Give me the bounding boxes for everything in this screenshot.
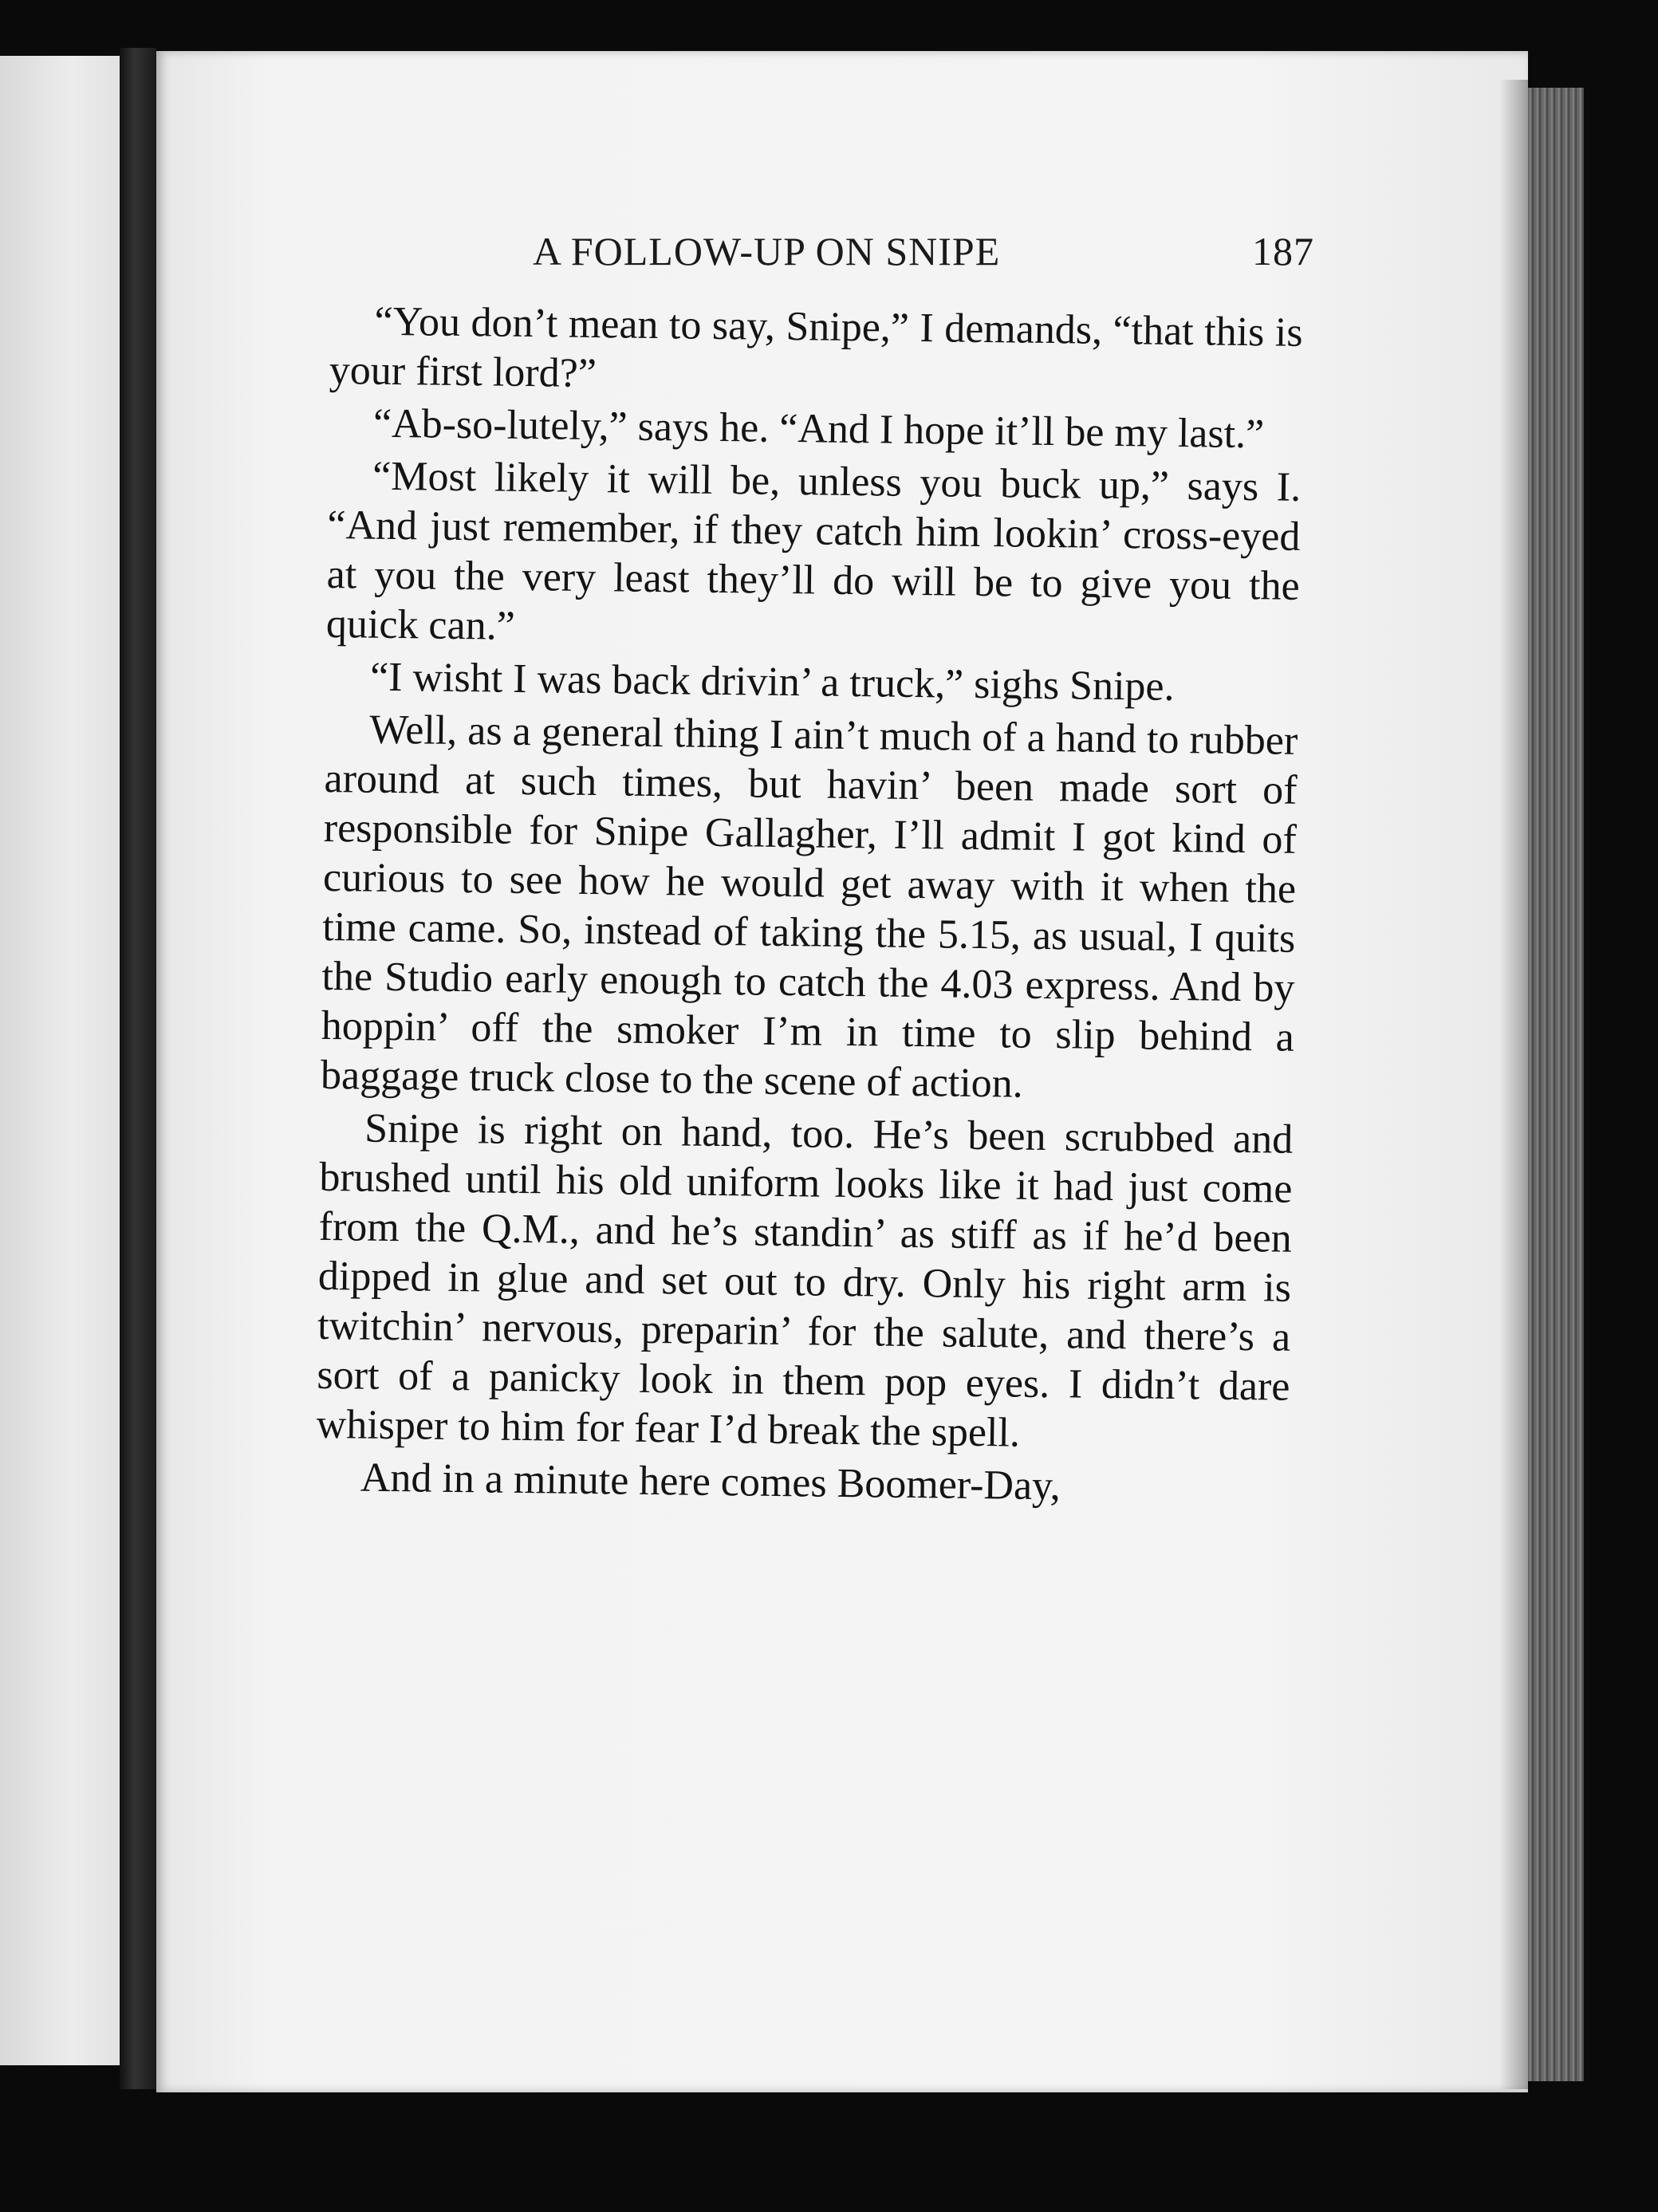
- running-head-title: A FOLLOW-UP ON SNIPE: [533, 229, 1001, 274]
- page-stack-edges: [1528, 88, 1584, 2081]
- paragraph: “I wisht I was back drivin’ a truck,” sighs Snipe.: [369, 654, 1175, 710]
- paragraph: Snipe is right on hand, too. He’s been scrubbed and brushed until his old uniform looks like it had just come from the Q.M., and he’s standin’ as stiff as if he’d been dipped in glue and set out to dry. Only his right arm is twitchin’ nervous, preparin’ for the salute, and there’s a sort of a panicky look in them pop eyes. I didn’t dare whisper to him for fear I’d break the spell.: [316, 1105, 1294, 1456]
- paragraph: Well, as a general thing I ain’t much of a hand to rubber around at such times, but havin’ been made sort of responsible for Snipe Gallagher, I’ll admit I got kind of curious to see how he would get away with it when the time came. So, instead of taking the 5.15, as usual, I quits the Studio early enough to catch the 4.03 express. And by hoppin’ off the smoker I’m in time to slip behind a baggage truck close to the scene of action.: [320, 707, 1298, 1107]
- paragraph: And in a minute here comes Boomer-Day,: [360, 1454, 1061, 1509]
- paragraph: “Most likely it will be, unless you buck up,” says I. “And just remember, if they catch him lookin’ cross-eyed at you the very least they’ll do will be to give you the quick can.”: [325, 453, 1302, 649]
- running-head: [533, 228, 1314, 284]
- previous-page-edge: [0, 56, 120, 2065]
- paragraph: “You don’t mean to say, Snipe,” I demands, “that this is your first lord?”: [329, 298, 1303, 397]
- page-edge-shadow: [1499, 80, 1531, 2089]
- page-number: 187: [1252, 229, 1314, 274]
- paragraph: “Ab-so-lutely,” says he. “And I hope it’ll be my last.”: [372, 400, 1265, 458]
- book-gutter: [120, 48, 156, 2089]
- body-text: [315, 297, 1302, 1517]
